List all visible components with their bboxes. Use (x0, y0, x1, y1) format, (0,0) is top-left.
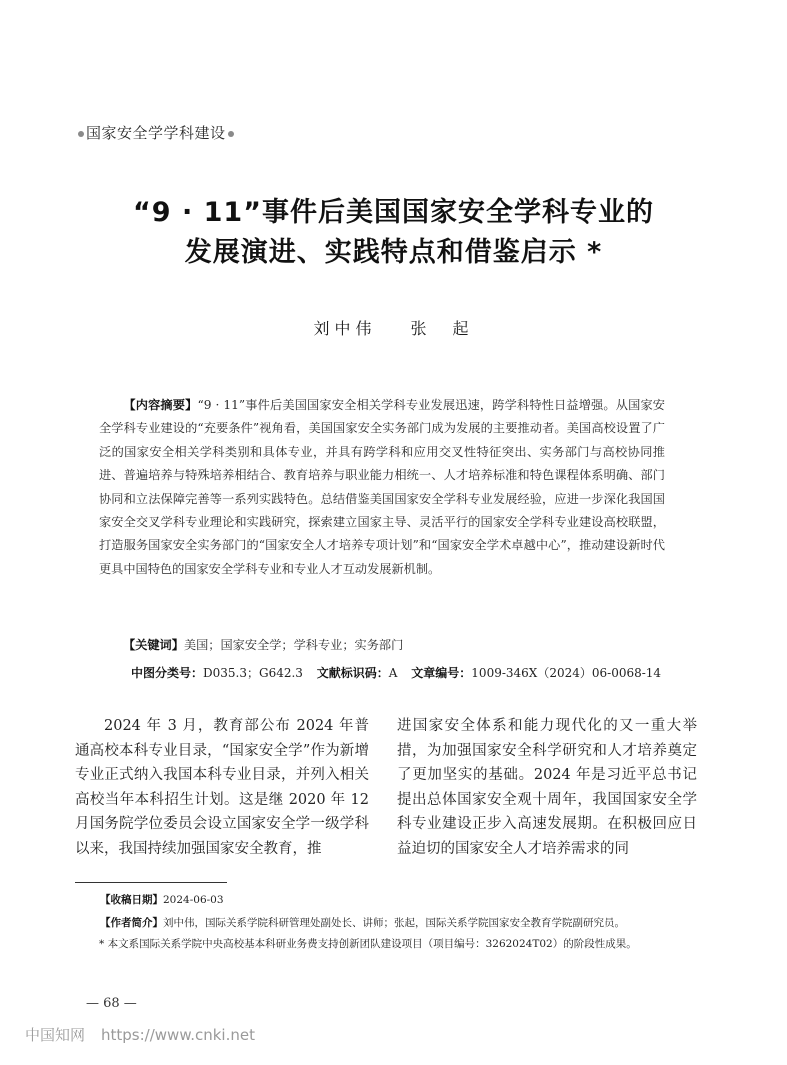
article-title-line2: 发展演进、实践特点和借鉴启示 * (184, 237, 603, 268)
body-column-right: 进国家安全体系和能力现代化的又一重大举措，为加强国家安全科学研究和人才培养奠定了更加坚实的基础。2024 年是习近平总书记提出总体国家安全观十周年，我国国家安全学科专业建设正步入高速发展期。在积极回应日益迫切的国家安全人才培养需求的同 (397, 718, 697, 857)
clc-value: D035.3；G642.3 (203, 666, 303, 680)
article-number-value: 1009-346X（2024）06-0068-14 (471, 666, 662, 680)
section-label: 国家安全学学科建设 (86, 124, 226, 142)
footnote-funding: * 本文系国际关系学院中央高校基本科研业务费支持创新团队建设项目（项目编号：3262024T02）的阶段性成果。 (99, 938, 637, 950)
abstract (99, 394, 665, 581)
watermark-name: 中国知网 (25, 1026, 86, 1044)
article-number-label: 文章编号： (411, 666, 472, 680)
footnote-author-bio (100, 913, 625, 933)
clc-label: 中图分类号： (131, 666, 204, 680)
abstract-text: “9 · 11”事件后美国国家安全相关学科专业发展迅速，跨学科特性日益增强。从国家安全学科专业建设的“充要条件”视角看，美国国家安全实务部门成为发展的主要推动者。美国高校设置了广泛的国家安全相关学科类别和具体专业，并具有跨学科和应用交叉性特征突出、实务部门与高校协同推进、普遍培养与特殊培养相结合、教育培养与职业能力相统一、人才培养标准和特色课程体系明确、部门协同和立法保障完善等一系列实践特色。总结借鉴美国国家安全学科专业发展经验，应进一步深化我国国家安全交叉学科专业理论和实践研究，探索建立国家主导、灵活平行的国家安全学科专业建设高校联盟，打造服务国家安全实务部门的“国家安全人才培养专项计划”和“国家安全学术卓越中心”，推动建设新时代更具中国特色的国家安全学科专业和专业人才互动发展新机制。 (99, 398, 665, 576)
bullet-dot-icon (78, 131, 84, 137)
page-number: — 68 — (86, 996, 137, 1011)
abstract-label: 【内容摘要】 (123, 398, 198, 412)
received-label: 【收稿日期】 (100, 894, 163, 906)
author-name: 刘中伟 (313, 319, 377, 338)
article-title-line1: “9 · 11”事件后美国国家安全学科专业的 (133, 197, 654, 228)
author-list (0, 316, 787, 339)
classification-line (131, 664, 661, 681)
author-bio-label: 【作者简介】 (100, 917, 163, 929)
keywords-label: 【关键词】 (123, 638, 184, 652)
keywords (123, 636, 403, 653)
body-column-left: 2024 年 3 月，教育部公布 2024 年普通高校本科专业目录，“国家安全学”作为新增专业正式纳入我国本科专业目录，并列入相关高校当年本科招生计划。这是继 2020 年 12 月国务院学位委员会设立国家安全学一级学科以来，我国持续加强国家安全教育，推 (75, 718, 369, 857)
footnote-received (100, 890, 224, 910)
doc-code-label: 文献标识码： (316, 666, 389, 680)
received-date: 2024-06-03 (163, 894, 224, 906)
author-name: 张 起 (410, 319, 474, 338)
keywords-text: 美国；国家安全学；学科专业；实务部门 (183, 638, 404, 652)
cnki-watermark (25, 1024, 255, 1045)
author-bio-text: 刘中伟，国际关系学院科研管理处副处长、讲师；张起，国际关系学院国家安全教育学院副研究员。 (163, 917, 625, 929)
watermark-url: https://www.cnki.net (101, 1026, 255, 1044)
footnote-divider (75, 882, 227, 883)
bullet-dot-icon (228, 131, 234, 137)
section-header (76, 122, 236, 143)
doc-code-value: A (388, 666, 398, 680)
